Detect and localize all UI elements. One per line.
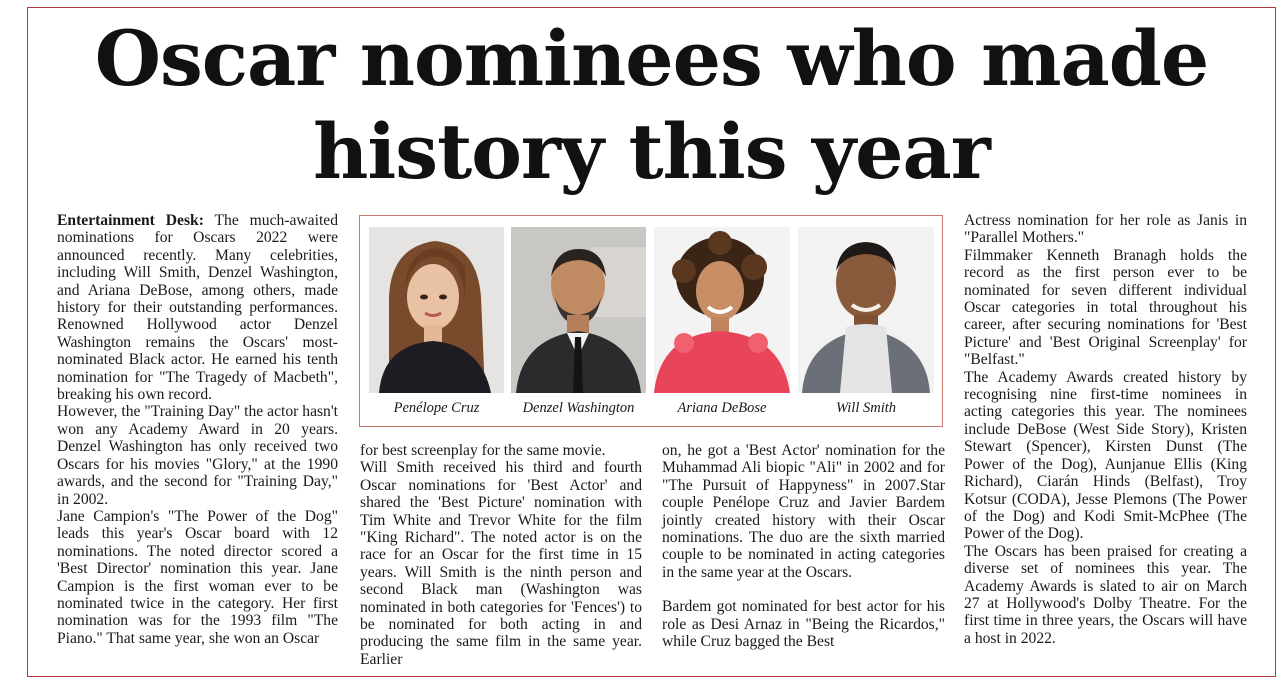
paragraph: Filmmaker Kenneth Branagh holds the record as the first person ever to be nominated for seven different individual Oscar categories in total throughout his career, after securing nominations for 'Best Picture' and 'Best Original Screenplay' for "Belfast." [964,246,1247,369]
photo-caption: Penélope Cruz [393,400,480,416]
article-column-2 [360,442,642,668]
paragraph: for best screenplay for the same movie. [360,442,606,459]
paragraph: The Academy Awards created history by recognising nine first-time nominees in acting categories this year. The nominees include DeBose (West Side Story), Kristen Stewart (Spencer), Kirsten Dunst (The Power of the Dog), Aunjanue Ellis (King Richard), Ciarán Hinds (Belfast), Troy Kotsur (CODA), Jesse Plemons (The Power of the Dog) and Kodi Smit-McPhee (The Power of the Dog). [964,368,1247,543]
photo-caption: Ariana DeBose [677,400,767,416]
paragraph: Bardem got nominated for best actor for his role as Desi Arnaz in "Being the Ricardos," while Cruz bagged the Best [662,598,945,651]
will-smith-portrait-icon [798,227,934,393]
paragraph: on, he got a 'Best Actor' nomination for the Muhammad Ali biopic "Ali" in 2002 and for "The Pursuit of Happyness" in 2007.Star couple Penélope Cruz and Javier Bardem jointly created history with their Oscar nominations. The duo are the sixth married couple to be nominated in acting categories in the same year at the Oscars. [662,442,945,581]
headline-line-1: Oscar nominees who made [94,14,1209,103]
denzel-washington-portrait-icon [511,227,646,393]
article-column-4 [964,212,1247,647]
paragraph: Will Smith received his third and fourth Oscar nominations for 'Best Actor' and shared the 'Best Picture' nomination with Tim White and Trevor White for the film "King Richard". The noted actor is on the race for an Oscar for the first time in 15 years. Will Smith is the ninth person and second Black man (Washington was nominated in both categories for 'Fences') to be nominated for both acting in and producing the same film in the same year. Earlier [360,459,642,668]
article-column-3 [662,442,945,650]
article-column-1 [57,212,338,647]
paragraph: Actress nomination for her role as Janis in "Parallel Mothers." [964,212,1247,247]
paragraph: Entertainment Desk: The much-awaited nominations for Oscars 2022 were announced recently. Many celebrities, including Will Smith, Denzel Washington, and Ariana DeBose, among others, made history for their outstanding performances. Renowned Hollywood actor Denzel Washington remains the Oscars' most-nominated Black actor. He earned his tenth nomination for "The Tragedy of Macbeth", breaking his own record. [57,212,338,404]
paragraph: The Oscars has been praised for creating a diverse set of nominees this year. The Academy Awards is slated to air on March 27 at Hollywood's Dolby Theatre. For the first time in three years, the Oscars will have a host in 2022. [964,542,1247,647]
ariana-debose-portrait-icon [654,227,790,393]
photo-caption: Will Smith [835,400,897,416]
headline [27,12,1276,198]
paragraph: However, the "Training Day" the actor hasn't won any Academy Award in 20 years. Denzel Washington has only received two Oscars for his movies "Glory," at the 1990 awards, and the second for "Training Day," in 2002. [57,403,338,508]
headline-line-2: history this year [313,107,990,196]
paragraph: Jane Campion's "The Power of the Dog" leads this year's Oscar board with 12 nominations. The noted director scored a 'Best Director' nomination this year. Jane Campion is the first woman ever to be nominated twice in the category. Her first nomination was for the 1993 film "The Piano." That same year, she won an Oscar [57,507,338,647]
penelope-cruz-portrait-icon [369,227,504,393]
section-kicker: Entertainment Desk: [57,212,204,229]
photo-caption: Denzel Washington [522,400,635,416]
